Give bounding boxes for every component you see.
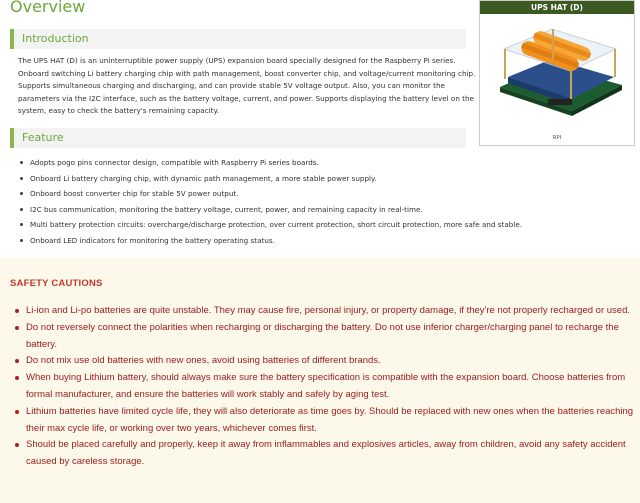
safety-title: SAFETY CAUTIONS	[10, 278, 103, 289]
safety-item: Lithium batteries have limited cycle life, they will also deteriorate as time goes by. Should be replaced with new ones when the batteries reaching their max cycle life, or working over two years, whichever comes first.	[14, 404, 634, 438]
safety-item: Do not mix use old batteries with new ones, avoid using batteries of different brands.	[14, 353, 634, 370]
safety-item: Li-ion and Li-po batteries are quite unstable. They may cause fire, personal injury, or property damage, if they're not properly recharged or used.	[14, 303, 634, 320]
safety-list	[14, 303, 634, 471]
page-title: Overview	[10, 0, 86, 16]
feature-item: I2C bus communication, monitoring the battery voltage, current, power, and remaining capacity in real-time.	[18, 202, 522, 218]
safety-item: Do not reversely connect the polarities when recharging or discharging the battery. Do not use inferior charger/charging panel to recharge the battery.	[14, 320, 634, 354]
feature-list	[18, 155, 522, 248]
safety-item: Should be placed carefully and properly, keep it away from inflammables and explosives articles, away from children, avoid any safety accident caused by careless storage.	[14, 437, 634, 471]
safety-item: When buying Lithium battery, should always make sure the battery specification is compatible with the expansion board. Choose batteries from formal manufacturer, and ensure the batteries will work stably and safely by aging test.	[14, 370, 634, 404]
feature-item: Adopts pogo pins connector design, compatible with Raspberry Pi series boards.	[18, 155, 522, 171]
introduction-text: The UPS HAT (D) is an uninterruptible power supply (UPS) expansion board specially designed for the Raspberry Pi series. Onboard switching Li battery charging chip with path management, boost converter chip, and voltage/current monitoring chip. Supports simultaneous charging and discharging, and can provide stable 5V voltage output. Also, you can monitor the parameters via the I2C interface, such as the battery voltage, current, and power. Supports displaying the battery level on the system, easy to check the battery's remaining capacity.	[18, 56, 476, 116]
feature-item: Onboard LED indicators for monitoring the battery operating status.	[18, 233, 522, 249]
introduction-header	[10, 29, 466, 49]
feature-item: Multi battery protection circuits: overcharge/discharge protection, over current protection, short circuit protection, more safe and stable.	[18, 217, 522, 233]
product-card[interactable]	[479, 0, 635, 146]
feature-item: Onboard Li battery charging chip, with dynamic path management, a more stable power supply.	[18, 171, 522, 187]
feature-item: Onboard boost converter chip for stable 5V power output.	[18, 186, 522, 202]
product-caption: RPI	[552, 135, 562, 141]
feature-heading: Feature	[22, 131, 64, 144]
product-image	[490, 19, 626, 119]
introduction-heading: Introduction	[22, 32, 89, 45]
feature-header	[10, 128, 466, 148]
product-card-title: UPS HAT (D)	[480, 1, 634, 14]
